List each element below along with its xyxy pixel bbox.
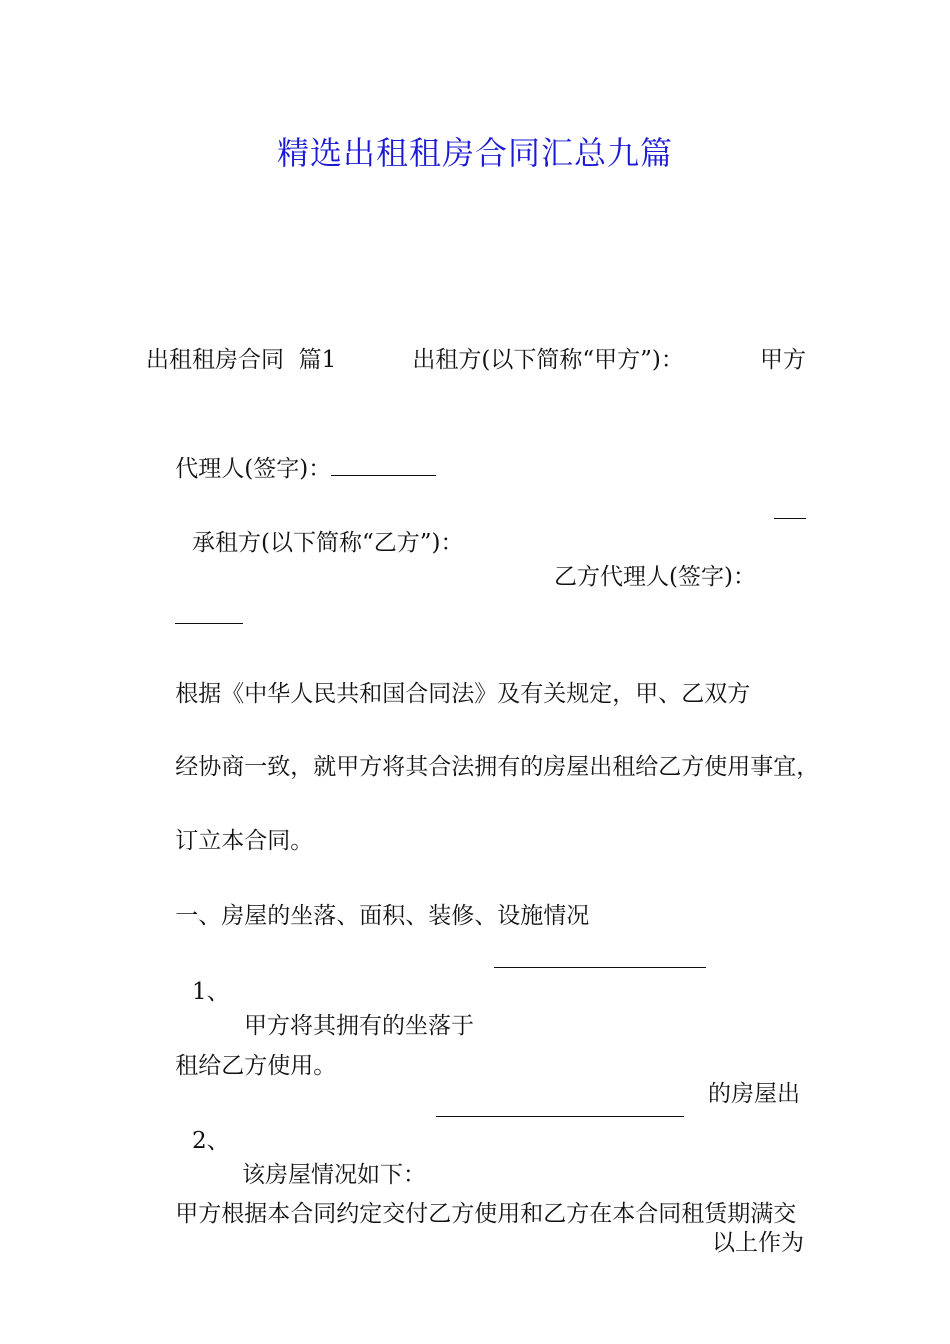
signature-blank-continued[interactable]	[175, 601, 243, 624]
item-number: 2、	[192, 1128, 230, 1154]
paragraph-line	[146, 343, 806, 377]
paragraph-line: 甲方根据本合同约定交付乙方使用和乙方在本合同租赁期满交	[175, 1201, 797, 1227]
paragraph-line: 2、 该房屋情况如下： 以上作为	[146, 1090, 806, 1294]
paragraph-line: 订立本合同。	[175, 828, 314, 854]
item-number: 1、	[192, 979, 230, 1005]
section-heading: 一、房屋的坐落、面积、装修、设施情况	[175, 903, 590, 929]
lessee-agent-label: 乙方代理人(签字)：	[554, 564, 756, 590]
signature-blank[interactable]	[774, 496, 806, 519]
signature-blank[interactable]	[331, 453, 436, 476]
agent-label: 代理人(签字)：	[175, 456, 332, 482]
document-title: 精选出租租房合同汇总九篇	[276, 134, 673, 172]
paragraph-line: 租给乙方使用。	[175, 1053, 337, 1079]
lessor-label: 出租方(以下简称“甲方”)：	[412, 347, 684, 373]
paragraph-line: 1、 甲方将其拥有的坐落于 的房屋出	[146, 941, 806, 1145]
lessee-label: 承租方(以下简称“乙方”)：	[192, 530, 464, 556]
section-heading: 出租租房合同 篇1	[146, 347, 337, 373]
paragraph-line: 经协商一致，就甲方将其合法拥有的房屋出租给乙方使用事宜，	[175, 754, 820, 780]
address-blank[interactable]	[494, 945, 706, 968]
house-condition-blank[interactable]	[436, 1094, 684, 1117]
paragraph-line: 根据《中华人民共和国合同法》及有关规定，甲、乙双方	[175, 681, 751, 707]
lessor-text: 甲方	[759, 347, 806, 373]
